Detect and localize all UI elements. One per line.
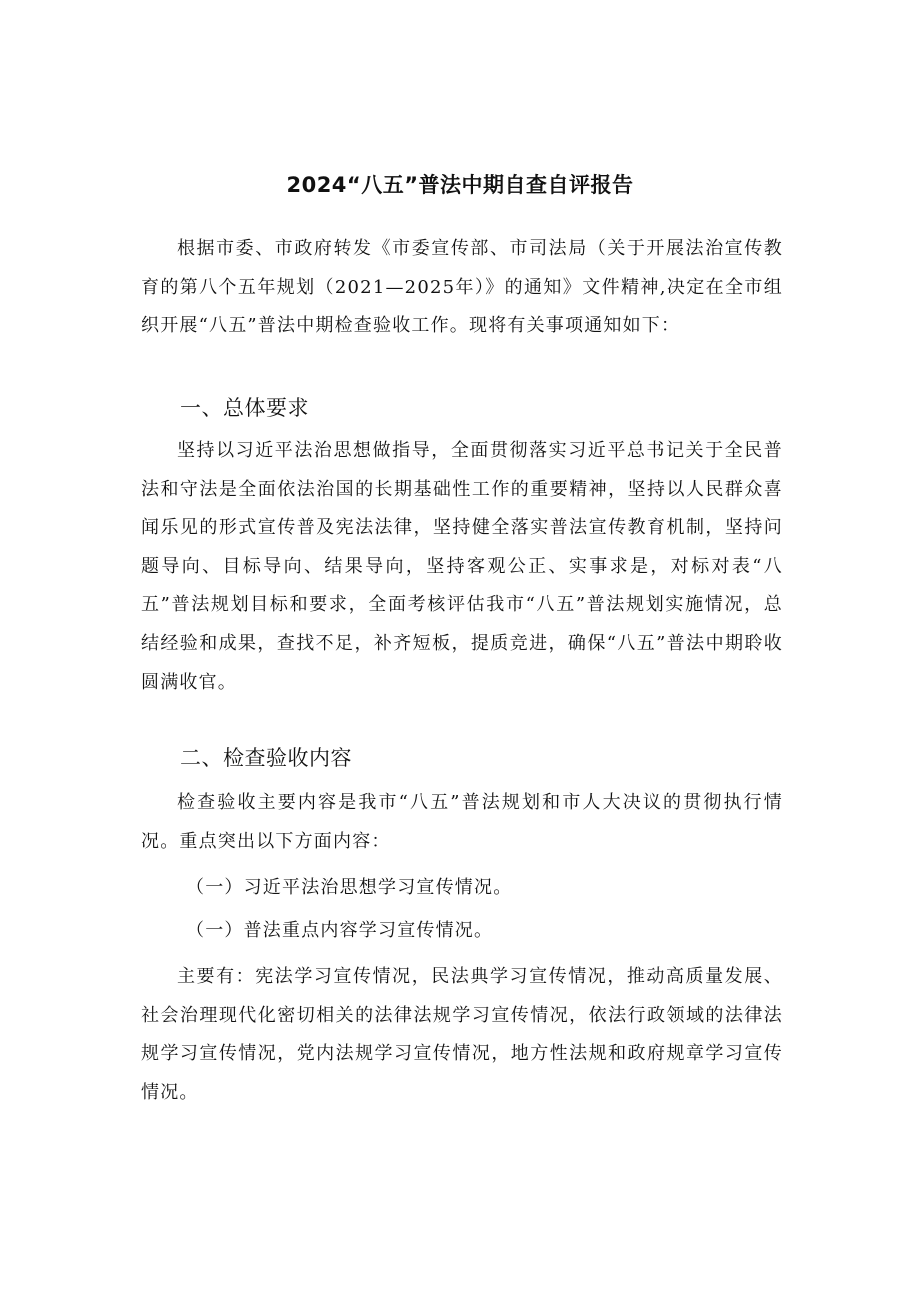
section-heading-inspection-content: 二、检查验收内容 <box>180 746 352 770</box>
subitem-key-content: （一）普法重点内容学习宣传情况。 <box>186 920 494 941</box>
section-heading-general-requirements: 一、总体要求 <box>180 396 309 420</box>
inspection-content-paragraph: 检查验收主要内容是我市“八五”普法规划和市人大决议的贯彻执行情况。重点突出以下方面内容： <box>141 792 783 852</box>
document-title: 2024“八五”普法中期自查自评报告 <box>286 173 634 197</box>
subitem-xi-thought: （一）习近平法治思想学习宣传情况。 <box>186 877 513 898</box>
intro-paragraph: 根据市委、市政府转发《市委宣传部、市司法局（关于开展法治宣传教育的第八个五年规划（2021—2025年）》的通知》文件精神,决定在全市组织开展“八五”普法中期检查验收工作。现将有关事项通知如下： <box>141 238 783 337</box>
general-requirements-paragraph: 坚持以习近平法治思想做指导，全面贯彻落实习近平总书记关于全民普法和守法是全面依法治国的长期基础性工作的重要精神，坚持以人民群众喜闻乐见的形式宣传普及宪法法律，坚持健全落实普法宣传教育机制，坚持问题导向、目标导向、结果导向，坚持客观公正、实事求是，对标对表“八五”普法规划目标和要求，全面考核评估我市“八五”普法规划实施情况，总结经验和成果，查找不足，补齐短板，提质竞进，确保“八五”普法中期聆收圆满收官。 <box>141 440 783 693</box>
key-content-paragraph: 主要有：宪法学习宣传情况，民法典学习宣传情况，推动高质量发展、社会治理现代化密切相关的法律法规学习宣传情况，依法行政领域的法律法规学习宣传情况，党内法规学习宣传情况，地方性法规和政府规章学习宣传情况。 <box>141 966 783 1103</box>
